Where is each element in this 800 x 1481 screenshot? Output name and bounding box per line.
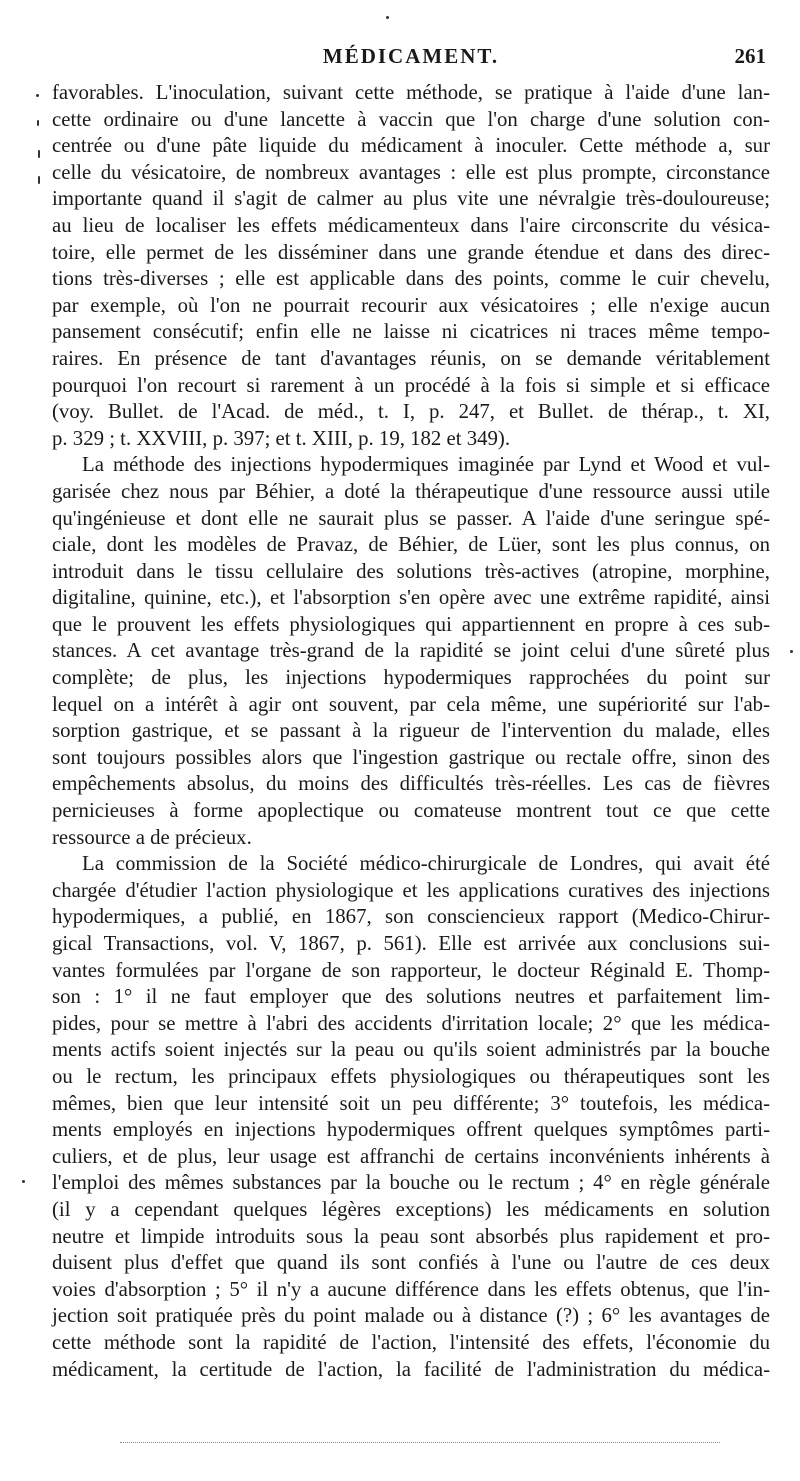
- text-line: sont toujours possibles alors que l'ingestion gastrique ou rectale offre, sinon des: [52, 745, 770, 769]
- text-line: cette méthode sont la rapidité de l'action, l'intensité des effets, l'économie du: [52, 1330, 770, 1354]
- text-line: que le prouvent les effets physiologiques qui appartiennent en propre à ces sub-: [52, 612, 770, 636]
- text-line: cette ordinaire ou d'une lancette à vaccin que l'on charge d'une solution con-: [52, 107, 770, 131]
- text-line: jection soit pratiquée près du point malade ou à distance (?) ; 6° les avantages de: [52, 1304, 770, 1328]
- text-line: hypodermiques, a publié, en 1867, son consciencieux rapport (Medico-Chirur-: [52, 905, 770, 929]
- text-line: pernicieuses à forme apoplectique ou comateuse montrent tout ce que cette: [52, 799, 770, 823]
- paragraph-3: [52, 851, 770, 1383]
- margin-speck: [37, 120, 39, 126]
- text-line: La commission de la Société médico-chirurgicale de Londres, qui avait été: [82, 852, 770, 876]
- margin-speck: [790, 650, 793, 653]
- margin-speck: [38, 176, 40, 184]
- text-line: introduit dans le tissu cellulaire des solutions très-actives (atropine, morphine,: [52, 559, 770, 583]
- text-line: pides, pour se mettre à l'abri des accidents d'irritation locale; 2° que les médica-: [52, 1011, 770, 1035]
- text-line: ressource a de précieux.: [52, 825, 252, 849]
- text-line: voies d'absorption ; 5° il n'y a aucune différence dans les effets obtenus, que l'in-: [52, 1277, 770, 1301]
- text-line: stances. A cet avantage très-grand de la rapidité se joint celui d'une sûreté plus: [52, 639, 770, 663]
- text-line: ou le rectum, les principaux effets physiologiques ou thérapeutiques sont les: [52, 1064, 770, 1088]
- text-line: p. 329 ; t. XXVIII, p. 397; et t. XIII, p. 19, 182 et 349).: [52, 426, 511, 450]
- paragraph-2: [52, 452, 770, 851]
- body-text: [52, 80, 770, 1383]
- margin-speck: [22, 1180, 25, 1183]
- text-line: complète; de plus, les injections hypodermiques rapprochées du point sur: [52, 666, 770, 690]
- text-line: mêmes, bien que leur intensité soit un peu différente; 3° toutefois, les médica-: [52, 1091, 770, 1115]
- text-line: sorption gastrique, et se passant à la rigueur de l'intervention du malade, elles: [52, 719, 770, 743]
- text-line: qu'ingénieuse et dont elle ne saurait plus se passer. A l'aide d'une seringue spé-: [52, 506, 770, 530]
- page-number: 261: [734, 44, 766, 68]
- text-line: par exemple, où l'on ne pourrait recourir aux vésicatoires ; elle n'exige aucun: [52, 293, 770, 317]
- text-line: favorables. L'inoculation, suivant cette méthode, se pratique à l'aide d'une lan-: [52, 81, 770, 104]
- text-line: neutre et limpide introduits sous la peau sont absorbés plus rapidement et pro-: [52, 1224, 770, 1248]
- margin-speck: [36, 94, 39, 97]
- text-line: importante quand il s'agit de calmer au plus vite une névralgie très-douloureuse;: [52, 187, 770, 211]
- text-line: toire, elle permet de les disséminer dans une grande étendue et dans des direc-: [52, 240, 770, 264]
- page-header: [52, 38, 770, 78]
- text-line: culiers, et de plus, leur usage est affranchi de certains inconvénients inhérents à: [52, 1144, 770, 1168]
- paragraph-1: [52, 80, 770, 452]
- text-line: ments employés en injections hypodermiques offrent quelques symptômes parti-: [52, 1118, 770, 1142]
- text-line: ciale, dont les modèles de Pravaz, de Béhier, de Lüer, sont les plus connus, on: [52, 533, 770, 557]
- margin-speck: [38, 150, 40, 158]
- running-title: MÉDICAMENT.: [322, 44, 500, 68]
- margin-speck: [386, 16, 389, 19]
- text-line: pourquoi l'on recourt si rarement à un procédé à la fois si simple et si efficace: [52, 373, 770, 397]
- text-line: lequel on a intérêt à agir ont souvent, par cela même, une supériorité sur l'ab-: [52, 692, 770, 716]
- text-line: vantes formulées par l'organe de son rapporteur, le docteur Réginald E. Thomp-: [52, 958, 770, 982]
- text-line: ments actifs soient injectés sur la peau ou qu'ils soient administrés par la bouche: [52, 1038, 770, 1062]
- text-line: raires. En présence de tant d'avantages réunis, on se demande véritablement: [52, 346, 770, 370]
- text-line: son : 1° il ne faut employer que des solutions neutres et parfaitement lim-: [52, 985, 770, 1009]
- text-line: empêchements absolus, du moins des difficultés très-réelles. Les cas de fièvres: [52, 772, 770, 796]
- text-line: tions très-diverses ; elle est applicable dans des points, comme le cuir chevelu,: [52, 267, 770, 291]
- text-line: gical Transactions, vol. V, 1867, p. 561). Elle est arrivée aux conclusions sui-: [52, 932, 770, 955]
- text-line: au lieu de localiser les effets médicamenteux dans l'aire circonscrite du vésica-: [52, 213, 770, 237]
- text-line: pansement consécutif; enfin elle ne laisse ni cicatrices ni traces même tempo-: [52, 320, 770, 344]
- text-line: (voy. Bullet. de l'Acad. de méd., t. I, p. 247, et Bullet. de thérap., t. XI,: [52, 400, 770, 424]
- text-line: La méthode des injections hypodermiques imaginée par Lynd et Wood et vul-: [82, 453, 770, 477]
- text-line: (il y a cependant quelques légères exceptions) les médicaments en solution: [52, 1197, 770, 1221]
- text-line: celle du vésicatoire, de nombreux avantages : elle est plus prompte, circonstance: [52, 160, 770, 184]
- text-line: chargée d'étudier l'action physiologique et les applications curatives des injections: [52, 878, 770, 902]
- text-line: l'emploi des mêmes substances par la bouche ou le rectum ; 4° en règle générale: [52, 1171, 770, 1195]
- text-line: centrée ou d'une pâte liquide du médicament à inoculer. Cette méthode a, sur: [52, 134, 770, 158]
- text-line: médicament, la certitude de l'action, la facilité de l'administration du médica-: [52, 1357, 770, 1381]
- text-line: garisée chez nous par Béhier, a doté la thérapeutique d'une ressource aussi utile: [52, 479, 770, 503]
- text-line: digitaline, quinine, etc.), et l'absorption s'en opère avec une extrême rapidité, ainsi: [52, 586, 770, 610]
- text-line: duisent plus d'effet que quand ils sont confiés à l'une ou l'autre de ces deux: [52, 1251, 770, 1275]
- footer-dotted-rule: [120, 1442, 720, 1443]
